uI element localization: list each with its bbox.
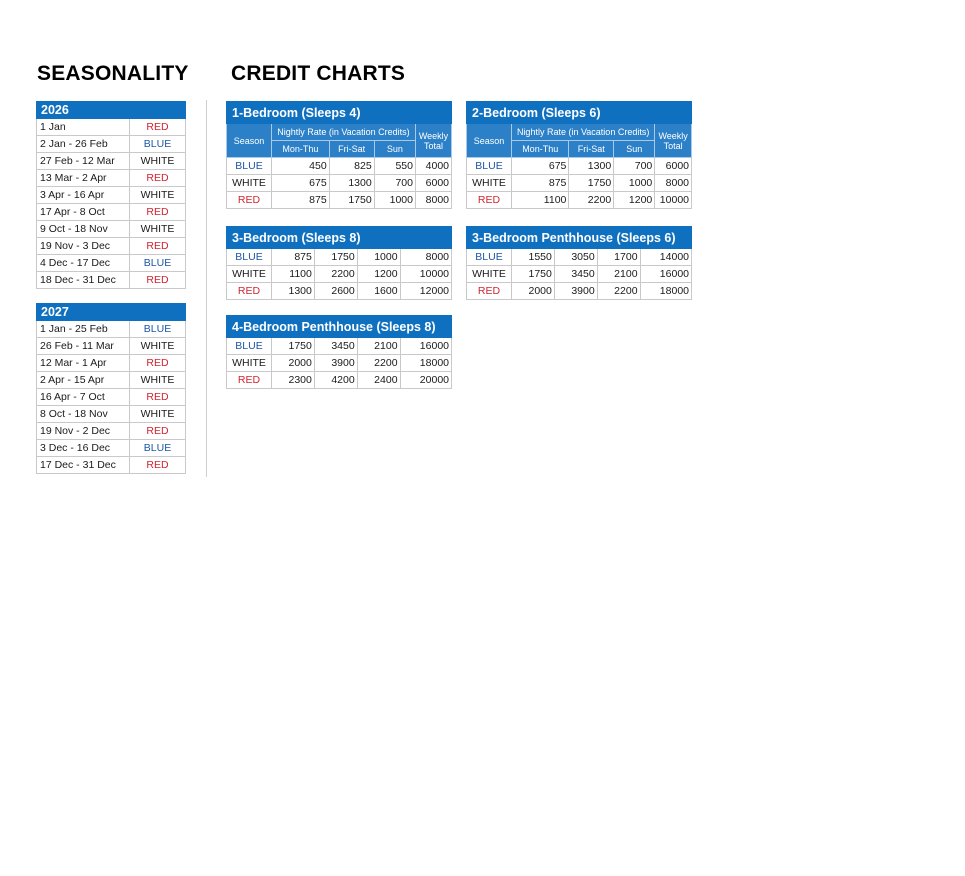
seasonality-table-2027 xyxy=(36,303,186,474)
date-range: 19 Nov - 2 Dec xyxy=(37,423,130,440)
rate-row xyxy=(227,192,452,209)
fri-sat-rate: 2600 xyxy=(314,283,357,300)
date-range: 1 Jan - 25 Feb xyxy=(37,321,130,338)
season-row xyxy=(37,170,186,187)
season-value: WHITE xyxy=(130,372,186,389)
seasonality-table-2026 xyxy=(36,101,186,289)
date-range: 12 Mar - 1 Apr xyxy=(37,355,130,372)
season-name: BLUE xyxy=(227,158,272,175)
fri-sat-rate: 2200 xyxy=(314,266,357,283)
weekly-total: 20000 xyxy=(400,372,451,389)
sun-rate: 2200 xyxy=(597,283,640,300)
mon-thu-rate: 875 xyxy=(512,175,569,192)
season-row xyxy=(37,406,186,423)
season-value: WHITE xyxy=(130,153,186,170)
mon-thu-rate: 2000 xyxy=(512,283,555,300)
sun-rate: 1000 xyxy=(374,192,415,209)
season-value: RED xyxy=(130,423,186,440)
date-range: 9 Oct - 18 Nov xyxy=(37,221,130,238)
rate-row xyxy=(227,158,452,175)
year-header-row xyxy=(37,102,186,119)
season-name: RED xyxy=(227,192,272,209)
season-row xyxy=(37,221,186,238)
mon-thu-rate: 1100 xyxy=(512,192,569,209)
mon-thu-rate: 2000 xyxy=(272,355,315,372)
nightly-rate-header: Nightly Rate (in Vacation Credits) xyxy=(512,124,655,141)
season-name: WHITE xyxy=(227,355,272,372)
season-value: BLUE xyxy=(130,255,186,272)
sun-rate: 1700 xyxy=(597,249,640,266)
season-name: WHITE xyxy=(467,175,512,192)
weekly-total: 14000 xyxy=(640,249,691,266)
mon-thu-rate: 450 xyxy=(272,158,330,175)
chart-title: 4-Bedroom Penthhouse (Sleeps 8) xyxy=(227,316,452,338)
fri-sat-rate: 3050 xyxy=(554,249,597,266)
chart-title: 3-Bedroom (Sleeps 8) xyxy=(227,227,452,249)
season-name: BLUE xyxy=(467,249,512,266)
season-value: RED xyxy=(130,119,186,136)
date-range: 26 Feb - 11 Mar xyxy=(37,338,130,355)
sun-rate: 550 xyxy=(374,158,415,175)
date-range: 2 Jan - 26 Feb xyxy=(37,136,130,153)
weekly-total: 6000 xyxy=(655,158,692,175)
season-name: WHITE xyxy=(467,266,512,283)
season-row xyxy=(37,255,186,272)
date-range: 16 Apr - 7 Oct xyxy=(37,389,130,406)
sun-rate: 1000 xyxy=(357,249,400,266)
rate-row xyxy=(467,192,692,209)
date-range: 13 Mar - 2 Apr xyxy=(37,170,130,187)
mon-thu-rate: 875 xyxy=(272,249,315,266)
sun-header: Sun xyxy=(614,141,655,158)
total-label: Total xyxy=(663,140,683,151)
sun-rate: 2100 xyxy=(597,266,640,283)
date-range: 8 Oct - 18 Nov xyxy=(37,406,130,423)
date-range: 2 Apr - 15 Apr xyxy=(37,372,130,389)
weekly-label: Weekly xyxy=(418,130,449,141)
sun-rate: 700 xyxy=(614,158,655,175)
weekly-total: 16000 xyxy=(640,266,691,283)
rate-row xyxy=(227,338,452,355)
chart-title: 1-Bedroom (Sleeps 4) xyxy=(227,102,452,124)
column-header-row xyxy=(227,124,452,141)
year-label: 2026 xyxy=(37,102,186,119)
season-value: WHITE xyxy=(130,187,186,204)
season-row xyxy=(37,372,186,389)
season-value: RED xyxy=(130,170,186,187)
season-row xyxy=(37,389,186,406)
chart-title: 3-Bedroom Penthhouse (Sleeps 6) xyxy=(467,227,692,249)
mon-thu-rate: 675 xyxy=(512,158,569,175)
chart-title-row xyxy=(227,227,452,249)
season-value: RED xyxy=(130,204,186,221)
season-value: BLUE xyxy=(130,136,186,153)
fri-sat-rate: 1750 xyxy=(569,175,614,192)
season-row xyxy=(37,457,186,474)
date-range: 3 Apr - 16 Apr xyxy=(37,187,130,204)
weekly-total: 18000 xyxy=(640,283,691,300)
weekly-total: 12000 xyxy=(400,283,451,300)
season-row xyxy=(37,187,186,204)
fri-sat-rate: 1750 xyxy=(314,249,357,266)
rate-row xyxy=(227,283,452,300)
weekly-total: 16000 xyxy=(400,338,451,355)
rate-row xyxy=(467,175,692,192)
sun-rate: 1200 xyxy=(614,192,655,209)
fri-sat-rate: 3900 xyxy=(314,355,357,372)
column-header-row xyxy=(467,124,692,141)
credit-chart-2-bedroom xyxy=(466,101,692,209)
season-name: BLUE xyxy=(227,338,272,355)
sun-rate: 2100 xyxy=(357,338,400,355)
mon-thu-rate: 1100 xyxy=(272,266,315,283)
date-range: 27 Feb - 12 Mar xyxy=(37,153,130,170)
credit-chart-3-bedroom-penthouse xyxy=(466,226,692,300)
weekly-total-header xyxy=(655,124,692,158)
fri-sat-rate: 1300 xyxy=(329,175,374,192)
season-value: WHITE xyxy=(130,338,186,355)
weekly-total: 8000 xyxy=(655,175,692,192)
chart-title: 2-Bedroom (Sleeps 6) xyxy=(467,102,692,124)
date-range: 17 Dec - 31 Dec xyxy=(37,457,130,474)
mon-thu-rate: 1550 xyxy=(512,249,555,266)
year-label: 2027 xyxy=(37,304,186,321)
fri-sat-rate: 4200 xyxy=(314,372,357,389)
credit-chart-1-bedroom xyxy=(226,101,452,209)
mon-thu-header: Mon-Thu xyxy=(272,141,330,158)
seasonality-heading: SEASONALITY xyxy=(37,62,189,85)
sun-rate: 700 xyxy=(374,175,415,192)
season-row xyxy=(37,136,186,153)
date-range: 4 Dec - 17 Dec xyxy=(37,255,130,272)
date-range: 19 Nov - 3 Dec xyxy=(37,238,130,255)
rate-row xyxy=(227,249,452,266)
fri-sat-rate: 3900 xyxy=(554,283,597,300)
mon-thu-rate: 1750 xyxy=(512,266,555,283)
weekly-total: 10000 xyxy=(655,192,692,209)
weekly-label: Weekly xyxy=(658,130,688,141)
credit-chart-3-bedroom xyxy=(226,226,452,300)
fri-sat-header: Fri-Sat xyxy=(569,141,614,158)
season-name: WHITE xyxy=(227,175,272,192)
chart-title-row xyxy=(467,227,692,249)
total-label: Total xyxy=(423,140,443,151)
fri-sat-rate: 1750 xyxy=(329,192,374,209)
rate-row xyxy=(227,372,452,389)
weekly-total: 6000 xyxy=(415,175,451,192)
date-range: 17 Apr - 8 Oct xyxy=(37,204,130,221)
year-header-row xyxy=(37,304,186,321)
mon-thu-rate: 2300 xyxy=(272,372,315,389)
season-name: RED xyxy=(467,192,512,209)
season-row xyxy=(37,338,186,355)
weekly-total-header xyxy=(415,124,451,158)
rate-row xyxy=(227,355,452,372)
chart-title-row xyxy=(467,102,692,124)
sun-rate: 2200 xyxy=(357,355,400,372)
sun-rate: 1000 xyxy=(614,175,655,192)
season-row xyxy=(37,204,186,221)
rate-row xyxy=(467,283,692,300)
mon-thu-rate: 1750 xyxy=(272,338,315,355)
sun-rate: 1200 xyxy=(357,266,400,283)
season-row xyxy=(37,423,186,440)
season-value: RED xyxy=(130,238,186,255)
fri-sat-rate: 3450 xyxy=(314,338,357,355)
weekly-total: 8000 xyxy=(415,192,451,209)
season-row xyxy=(37,440,186,457)
divider xyxy=(206,100,207,477)
season-name: BLUE xyxy=(467,158,512,175)
season-value: WHITE xyxy=(130,221,186,238)
sun-header: Sun xyxy=(374,141,415,158)
season-name: RED xyxy=(467,283,512,300)
season-name: BLUE xyxy=(227,249,272,266)
season-name: WHITE xyxy=(227,266,272,283)
nightly-rate-header: Nightly Rate (in Vacation Credits) xyxy=(272,124,416,141)
season-value: RED xyxy=(130,389,186,406)
weekly-total: 4000 xyxy=(415,158,451,175)
rate-row xyxy=(227,175,452,192)
date-range: 3 Dec - 16 Dec xyxy=(37,440,130,457)
fri-sat-rate: 2200 xyxy=(569,192,614,209)
credit-charts-heading: CREDIT CHARTS xyxy=(231,62,406,85)
rate-row xyxy=(467,158,692,175)
mon-thu-rate: 675 xyxy=(272,175,330,192)
rate-row xyxy=(467,266,692,283)
fri-sat-header: Fri-Sat xyxy=(329,141,374,158)
fri-sat-rate: 825 xyxy=(329,158,374,175)
fri-sat-rate: 1300 xyxy=(569,158,614,175)
season-value: WHITE xyxy=(130,406,186,423)
date-range: 18 Dec - 31 Dec xyxy=(37,272,130,289)
rate-row xyxy=(467,249,692,266)
credit-chart-4-bedroom-penthouse xyxy=(226,315,452,389)
mon-thu-rate: 875 xyxy=(272,192,330,209)
season-column-header: Season xyxy=(227,124,272,158)
sun-rate: 2400 xyxy=(357,372,400,389)
chart-title-row xyxy=(227,102,452,124)
mon-thu-header: Mon-Thu xyxy=(512,141,569,158)
mon-thu-rate: 1300 xyxy=(272,283,315,300)
weekly-total: 8000 xyxy=(400,249,451,266)
season-name: RED xyxy=(227,372,272,389)
season-value: RED xyxy=(130,457,186,474)
season-value: BLUE xyxy=(130,440,186,457)
sun-rate: 1600 xyxy=(357,283,400,300)
fri-sat-rate: 3450 xyxy=(554,266,597,283)
season-row xyxy=(37,119,186,136)
season-column-header: Season xyxy=(467,124,512,158)
season-row xyxy=(37,272,186,289)
season-row xyxy=(37,321,186,338)
rate-row xyxy=(227,266,452,283)
season-value: RED xyxy=(130,272,186,289)
season-value: RED xyxy=(130,355,186,372)
season-row xyxy=(37,153,186,170)
season-row xyxy=(37,238,186,255)
season-name: RED xyxy=(227,283,272,300)
weekly-total: 18000 xyxy=(400,355,451,372)
chart-title-row xyxy=(227,316,452,338)
date-range: 1 Jan xyxy=(37,119,130,136)
season-row xyxy=(37,355,186,372)
season-value: BLUE xyxy=(130,321,186,338)
weekly-total: 10000 xyxy=(400,266,451,283)
